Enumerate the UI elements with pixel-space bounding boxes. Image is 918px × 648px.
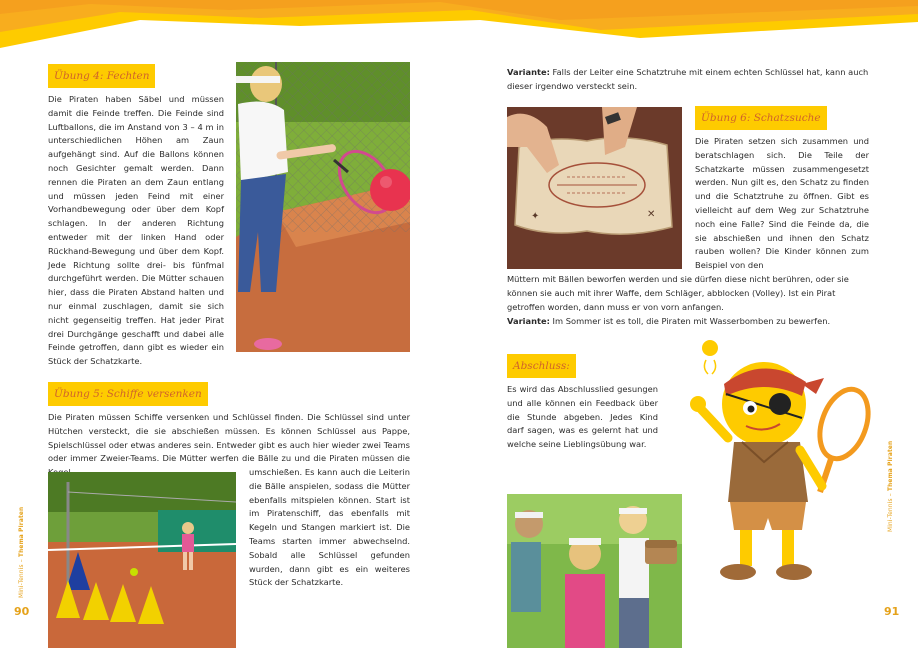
- treasure-map-photo: [507, 107, 682, 269]
- svg-text:✦: ✦: [531, 211, 540, 222]
- exercise-5-text-narrow: umschießen. Es kann auch die Leiterin die Bälle anspielen, sodass die Mütter ebenfalls mitspielen können. Start ist im Piratenschiff, das ebenfalls mit Kegeln und Stangen markiert ist. Die Teams starten immer abwechselnd. Sobald alle Schlüssel gefunden wurden, dann gibt es ein weiteres Stück der Schatzkarte.: [249, 467, 410, 588]
- abschluss-text: Es wird das Abschlusslied gesungen und alle können ein Feedback über die Stunde abgeben. Jedes Kind darf sagen, was es gelernt hat und welche seine Lieblingsübung war.: [507, 384, 658, 450]
- exercise-5-text-wide: Die Piraten müssen Schiffe versenken und Schlüssel finden. Die Schlüssel sind unter Hütchen versteckt, die sie abschießen müssen. Es können Schlüssel aus Pappe, Spielschlüssel oder etwas anderes sein. Entweder gibt es auch hier wieder zwei Teams oder immer Zweier-Teams. Die Mütter werfen die Bälle zu und die Piraten müssen die: [48, 412, 410, 464]
- exercise-4-text: Die Piraten haben Säbel und müssen damit die Feinde treffen. Die Feinde sind Luftballons, die im Anstand von 3 – 4 m in unterschiedlichen Höhen am Zaun aufgehängt sind. Auf die Ballons können noch Gesichter gemalt werden. Dann rennen die Piraten an dem Zaun entlang und müssen jeden Feind mit einer Vorhandbewegung oder über dem Kopf schlagen. In der anderen Richtung entweder mit der linken Hand oder Rückhand-Bewegung und über dem Kopf. Jede Richtung sollte drei- bis fünfmal durchgeführt werden. Die Mütter schauen hier, dass die Piraten Abstand halten und nur einmal zuschlagen, damit sie sich nicht gegenseitig treffen. Hat jeder Pirat drei Durchgänge geschafft und dabei alle Feinde getroffen, dann gibt es wieder ein Stück der Schatzkarte.: [48, 94, 224, 367]
- svg-text:✕: ✕: [647, 209, 656, 220]
- fencing-photo: [236, 62, 410, 352]
- heading-exercise-5: Übung 5: Schiffe versenken: [48, 382, 208, 406]
- heading-exercise-6: Übung 6: Schatzsuche: [695, 106, 827, 130]
- variante-2: Variante: Im Sommer ist es toll, die Piraten mit Wasserbomben zu bewerfen.: [507, 316, 831, 326]
- variante-1: Variante: Falls der Leiter eine Schatztruhe mit einem echten Schlüssel hat, kann auch dieser irgendwo versteckt sein.: [507, 67, 869, 91]
- heading-abschluss: Abschluss:: [507, 354, 576, 378]
- cones-photo: [48, 472, 236, 648]
- left-side-label: Mini-Tennis – Thema Piraten: [19, 506, 25, 598]
- right-page-number: 91: [884, 605, 900, 618]
- top-banner: [0, 0, 918, 60]
- exercise-6-text-narrow: Die Piraten setzen sich zusammen und beratschlagen sich. Die Teile der Schatzkarte müssen zusammengesetzt werden. Nun gilt es, den Schatz zu finden und die Schatztruhe zu öffnen. Gibt es vielleicht auf dem Weg zur Schatztruhe noch eine Falle? Sind die Feinde da, die sie abschießen und ihnen den Schatz rauben wollen? Die Kinder können zum Beispiel von den: [695, 136, 869, 271]
- right-side-label: Mini-Tennis – Thema Piraten: [888, 440, 894, 532]
- heading-exercise-4: Übung 4: Fechten: [48, 64, 155, 88]
- left-page-number: 90: [14, 605, 30, 618]
- kids-treasure-photo: [507, 494, 682, 648]
- pirate-mascot: [684, 334, 874, 596]
- exercise-6-text-wide: Müttern mit Bällen beworfen werden und sie dürfen diese nicht berühren, oder sie können sie auch mit ihrer Waffe, dem Schläger, abblocken (Volley). Ist ein Pirat getroffen worden, dann muss er von vorn anfangen.: [507, 274, 849, 312]
